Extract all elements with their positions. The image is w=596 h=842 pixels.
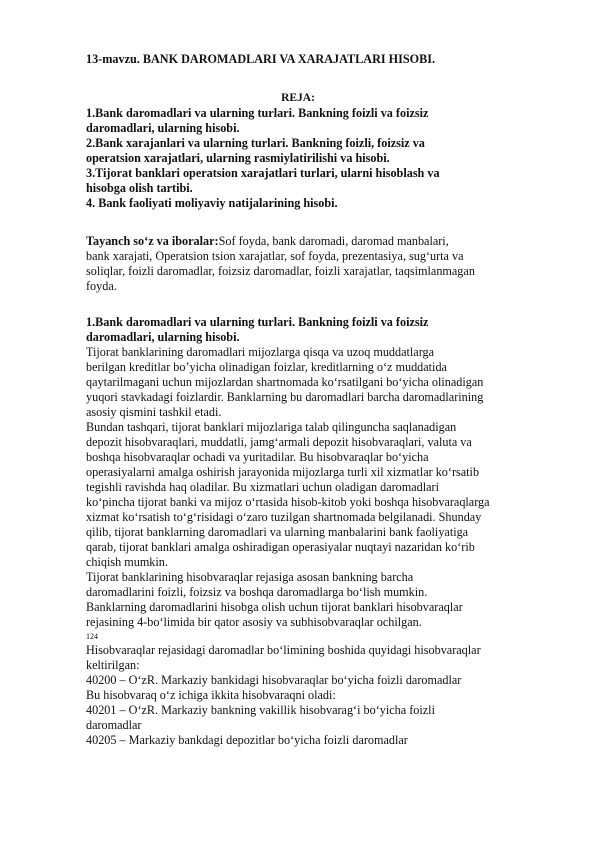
body-line: 40200 – O‘zR. Markaziy bankidagi hisobvaraqlar bo‘yicha foizli daromadlar [86, 673, 462, 687]
body-line: 40205 – Markaziy bankdagi depozitlar bo‘yicha foizli daromadlar [86, 733, 408, 747]
plan-line: 2.Bank xarajanlari va ularning turlari. Bankning foizli, foizsiz va [86, 136, 425, 150]
body-line: daromadlarini foizli, foizsiz va boshqa daromadlarga bo‘lish mumkin. [86, 585, 428, 599]
keywords-line: soliqlar, foizli daromadlar, foizsiz daromadlar, foizli xarajatlar, taqsimlanmagan [86, 264, 475, 278]
body-line: qilib, tijorat banklarning daromadlari va ularning manbalarini bank faoliyatiga [86, 525, 469, 539]
body-line: Tijorat banklarining hisobvaraqlar rejasiga asosan bankning barcha [86, 570, 414, 584]
plan-line: 1.Bank daromadlari va ularning turlari. Bankning foizli va foizsiz [86, 106, 429, 120]
plan-line: operatsion xarajatlari, ularning rasmiylatirilishi va hisobi. [86, 151, 390, 165]
body-line: Hisobvaraqlar rejasidagi daromadlar bo‘limining boshida quyidagi hisobvaraqlar [86, 643, 481, 657]
keywords-line [86, 234, 449, 249]
body-line: Banklarning daromadlarini hisobga olish uchun tijorat banklari hisobvaraqlar [86, 600, 463, 614]
plan-line: hisobga olish tartibi. [86, 181, 193, 195]
plan-line: 3.Tijorat banklari operatsion xarajatlari turlari, ularni hisoblash va [86, 166, 440, 180]
plan-line: 4. Bank faoliyati moliyaviy natijalarining hisobi. [86, 196, 338, 210]
keywords-line: bank xarajati, Operatsion tsion xarajatlar, sof foyda, prezentasiya, sug‘urta va [86, 249, 464, 263]
body-line: boshqa hisobvaraqlar ochadi va yuritadilar. Bu hisobvaraqlar bo‘yicha [86, 450, 429, 464]
plan-heading: REJA: [281, 92, 315, 104]
body-line: ko‘pincha tijorat banki va mijoz o‘rtasida hisob-kitob yoki boshqa hisobvaraqlarga [86, 495, 490, 509]
keywords-line: foyda. [86, 279, 117, 293]
section-heading-line: 1.Bank daromadlari va ularning turlari. Bankning foizli va foizsiz [86, 315, 429, 329]
keywords-text: Sof foyda, bank daromadi, daromad manbalari, [218, 234, 449, 248]
body-line: Bundan tashqari, tijorat banklari mijozlariga talab qilinguncha saqlanadigan [86, 420, 457, 434]
page-number: 124 [86, 632, 98, 641]
body-line: yuqori stavkadagi foizlardir. Banklarning bu daromadlari barcha daromadlarining [86, 390, 484, 404]
body-line: Tijorat banklarining daromadlari mijozlarga qisqa va uzoq muddatlarga [86, 345, 435, 359]
body-line: 40201 – O‘zR. Markaziy bankning vakillik hisobvarag‘i bo‘yicha foizli [86, 703, 435, 717]
body-line: asosiy qismini tashkil etadi. [86, 405, 222, 419]
plan-line: daromadlari, ularning hisobi. [86, 121, 240, 135]
body-line: qaytarilmagani uchun mijozlardan shartnomada ko‘rsatilgani bo‘yicha olinadigan [86, 375, 484, 389]
body-line: berilgan kreditlar bo’yicha olinadigan foizlar, kreditlarning o‘z muddatida [86, 360, 447, 374]
body-line: tegishli ravishda haq oladilar. Bu xizmatlari uchun oladigan daromadlari [86, 480, 439, 494]
body-line: qarab, tijorat banklari amalga oshiradigan operasiyalar nuqtayi nazaridan ko‘rib [86, 540, 475, 554]
body-line: keltirilgan: [86, 658, 140, 672]
body-line: depozit hisobvaraqlari, muddatli, jamg‘armali depozit hisobvaraqlari, valuta va [86, 435, 472, 449]
page-title: 13-mavzu. BANK DAROMADLARI VA XARAJATLARI HISOBI. [86, 52, 436, 66]
body-line: daromadlar [86, 718, 142, 732]
body-line: xizmat ko‘rsatish to‘g‘risidagi o‘zaro tuzilgan shartnomada belgilanadi. Shunday [86, 510, 482, 524]
body-line: rejasining 4-bo‘limida bir qator asosiy va subhisobvaraqlar ochilgan. [86, 615, 422, 629]
section-heading-line: daromadlari, ularning hisobi. [86, 330, 240, 344]
body-line: operasiyalarni amalga oshirish jarayonida mijozlarga turli xil xizmatlar ko‘rsatib [86, 465, 480, 479]
body-line: chiqish mumkin. [86, 555, 168, 569]
keywords-label: Tayanch so‘z va iboralar: [86, 234, 219, 248]
body-line: Bu hisobvaraq o‘z ichiga ikkita hisobvaraqni oladi: [86, 688, 336, 702]
